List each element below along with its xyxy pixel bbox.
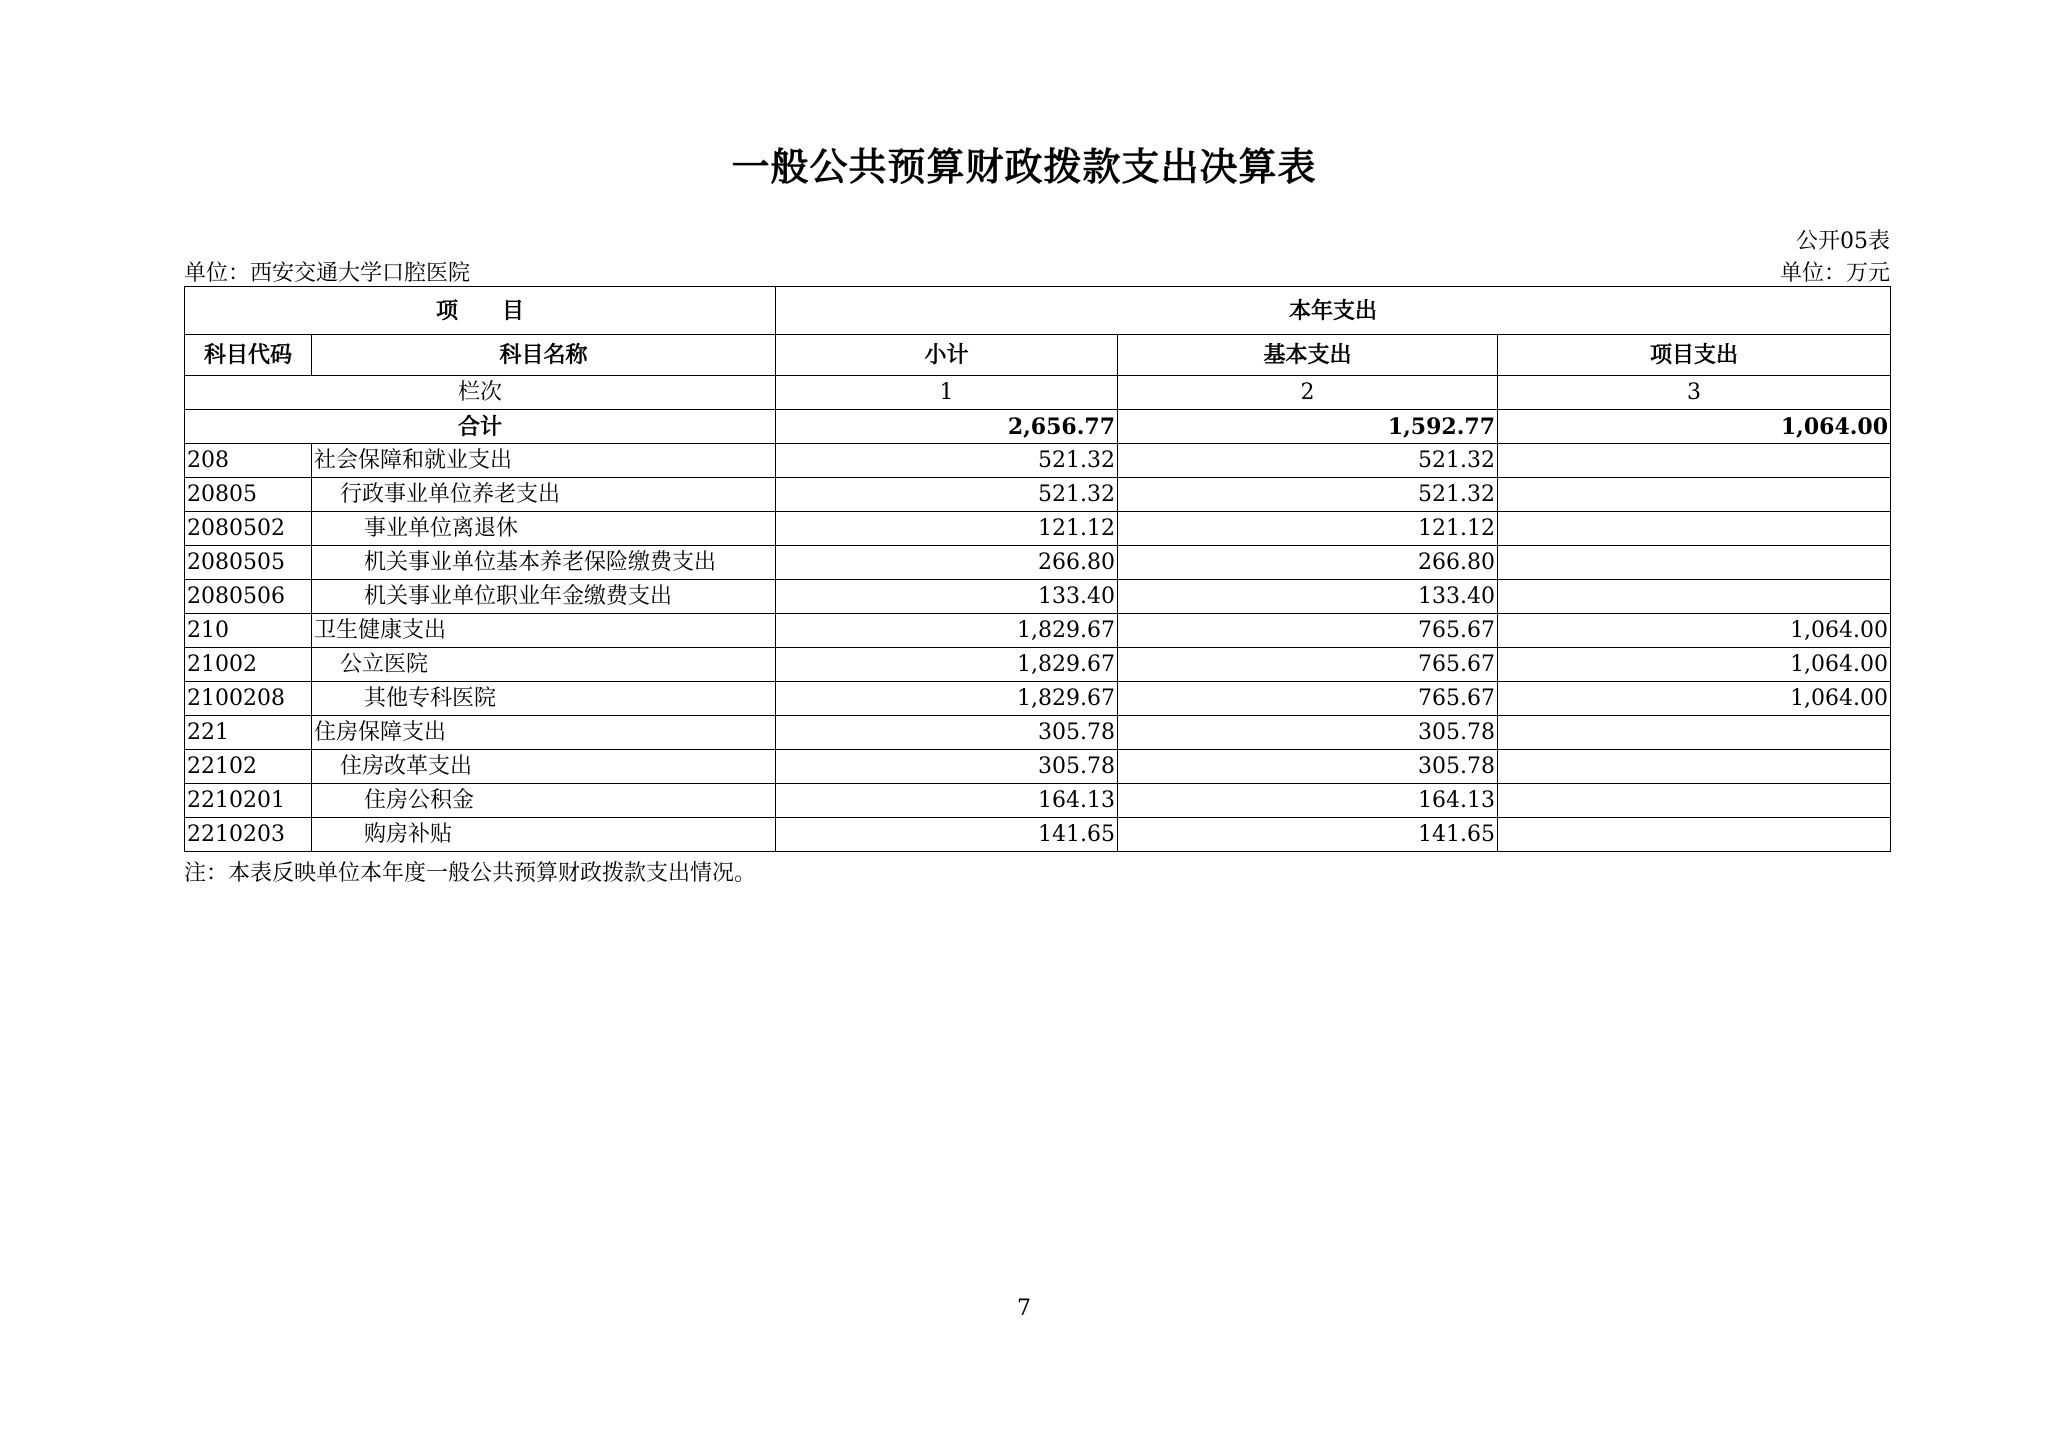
row-subtotal: 266.80	[776, 546, 1118, 580]
table-row	[185, 478, 1891, 512]
row-project	[1498, 444, 1891, 478]
row-name: 机关事业单位基本养老保险缴费支出	[312, 546, 776, 580]
table-row	[185, 648, 1891, 682]
header-current-year: 本年支出	[776, 287, 1891, 335]
column-number-label: 栏次	[185, 376, 776, 410]
page-number: 7	[1017, 1296, 1031, 1321]
column-number-2: 2	[1118, 376, 1498, 410]
row-subtotal: 1,829.67	[776, 648, 1118, 682]
row-subtotal: 1,829.67	[776, 614, 1118, 648]
row-name: 住房改革支出	[312, 750, 776, 784]
total-project: 1,064.00	[1498, 410, 1891, 444]
row-code: 21002	[185, 648, 312, 682]
row-basic: 266.80	[1118, 546, 1498, 580]
row-project: 1,064.00	[1498, 682, 1891, 716]
row-basic: 133.40	[1118, 580, 1498, 614]
header-item: 项 目	[185, 287, 776, 335]
row-subtotal: 305.78	[776, 716, 1118, 750]
total-subtotal: 2,656.77	[776, 410, 1118, 444]
row-name: 住房保障支出	[312, 716, 776, 750]
row-project	[1498, 580, 1891, 614]
row-name: 机关事业单位职业年金缴费支出	[312, 580, 776, 614]
form-number: 公开05表	[1796, 229, 1890, 254]
row-code: 2080505	[185, 546, 312, 580]
row-name: 购房补贴	[312, 818, 776, 852]
row-basic: 305.78	[1118, 750, 1498, 784]
row-code: 208	[185, 444, 312, 478]
row-project	[1498, 512, 1891, 546]
table-row	[185, 444, 1891, 478]
expenditure-table	[184, 286, 1891, 852]
row-code: 2080502	[185, 512, 312, 546]
total-row	[185, 410, 1891, 444]
row-name: 行政事业单位养老支出	[312, 478, 776, 512]
total-basic: 1,592.77	[1118, 410, 1498, 444]
row-project	[1498, 478, 1891, 512]
row-basic: 121.12	[1118, 512, 1498, 546]
table-row	[185, 614, 1891, 648]
row-code: 2100208	[185, 682, 312, 716]
currency-unit: 单位：万元	[1779, 261, 1890, 286]
row-project: 1,064.00	[1498, 648, 1891, 682]
row-code: 2210203	[185, 818, 312, 852]
row-name: 卫生健康支出	[312, 614, 776, 648]
column-number-3: 3	[1498, 376, 1891, 410]
row-project: 1,064.00	[1498, 614, 1891, 648]
row-name: 公立医院	[312, 648, 776, 682]
row-basic: 521.32	[1118, 478, 1498, 512]
row-code: 221	[185, 716, 312, 750]
header-code: 科目代码	[185, 335, 312, 376]
row-name: 其他专科医院	[312, 682, 776, 716]
row-project	[1498, 818, 1891, 852]
table-row	[185, 818, 1891, 852]
row-name: 社会保障和就业支出	[312, 444, 776, 478]
header-name: 科目名称	[312, 335, 776, 376]
table-row	[185, 682, 1891, 716]
row-code: 2080506	[185, 580, 312, 614]
row-code: 20805	[185, 478, 312, 512]
table-row	[185, 716, 1891, 750]
row-basic: 765.67	[1118, 682, 1498, 716]
row-basic: 305.78	[1118, 716, 1498, 750]
row-basic: 141.65	[1118, 818, 1498, 852]
header-project: 项目支出	[1498, 335, 1891, 376]
page-title: 一般公共预算财政拨款支出决算表	[731, 144, 1317, 189]
reporting-unit: 单位：西安交通大学口腔医院	[184, 261, 471, 286]
row-code: 210	[185, 614, 312, 648]
table-note: 注：本表反映单位本年度一般公共预算财政拨款支出情况。	[184, 861, 757, 886]
row-subtotal: 521.32	[776, 478, 1118, 512]
row-basic: 521.32	[1118, 444, 1498, 478]
row-code: 2210201	[185, 784, 312, 818]
row-subtotal: 521.32	[776, 444, 1118, 478]
header-subtotal: 小计	[776, 335, 1118, 376]
header-basic: 基本支出	[1118, 335, 1498, 376]
column-number-row	[185, 376, 1891, 410]
row-project	[1498, 716, 1891, 750]
column-number-1: 1	[776, 376, 1118, 410]
row-basic: 765.67	[1118, 648, 1498, 682]
row-subtotal: 1,829.67	[776, 682, 1118, 716]
row-project	[1498, 784, 1891, 818]
row-project	[1498, 546, 1891, 580]
table-row	[185, 750, 1891, 784]
row-subtotal: 133.40	[776, 580, 1118, 614]
total-label: 合计	[185, 410, 776, 444]
table-row	[185, 512, 1891, 546]
table-row	[185, 784, 1891, 818]
row-name: 事业单位离退休	[312, 512, 776, 546]
row-subtotal: 305.78	[776, 750, 1118, 784]
row-code: 22102	[185, 750, 312, 784]
row-basic: 164.13	[1118, 784, 1498, 818]
table-row	[185, 580, 1891, 614]
row-subtotal: 141.65	[776, 818, 1118, 852]
table-row	[185, 546, 1891, 580]
row-name: 住房公积金	[312, 784, 776, 818]
row-basic: 765.67	[1118, 614, 1498, 648]
row-subtotal: 164.13	[776, 784, 1118, 818]
row-project	[1498, 750, 1891, 784]
row-subtotal: 121.12	[776, 512, 1118, 546]
